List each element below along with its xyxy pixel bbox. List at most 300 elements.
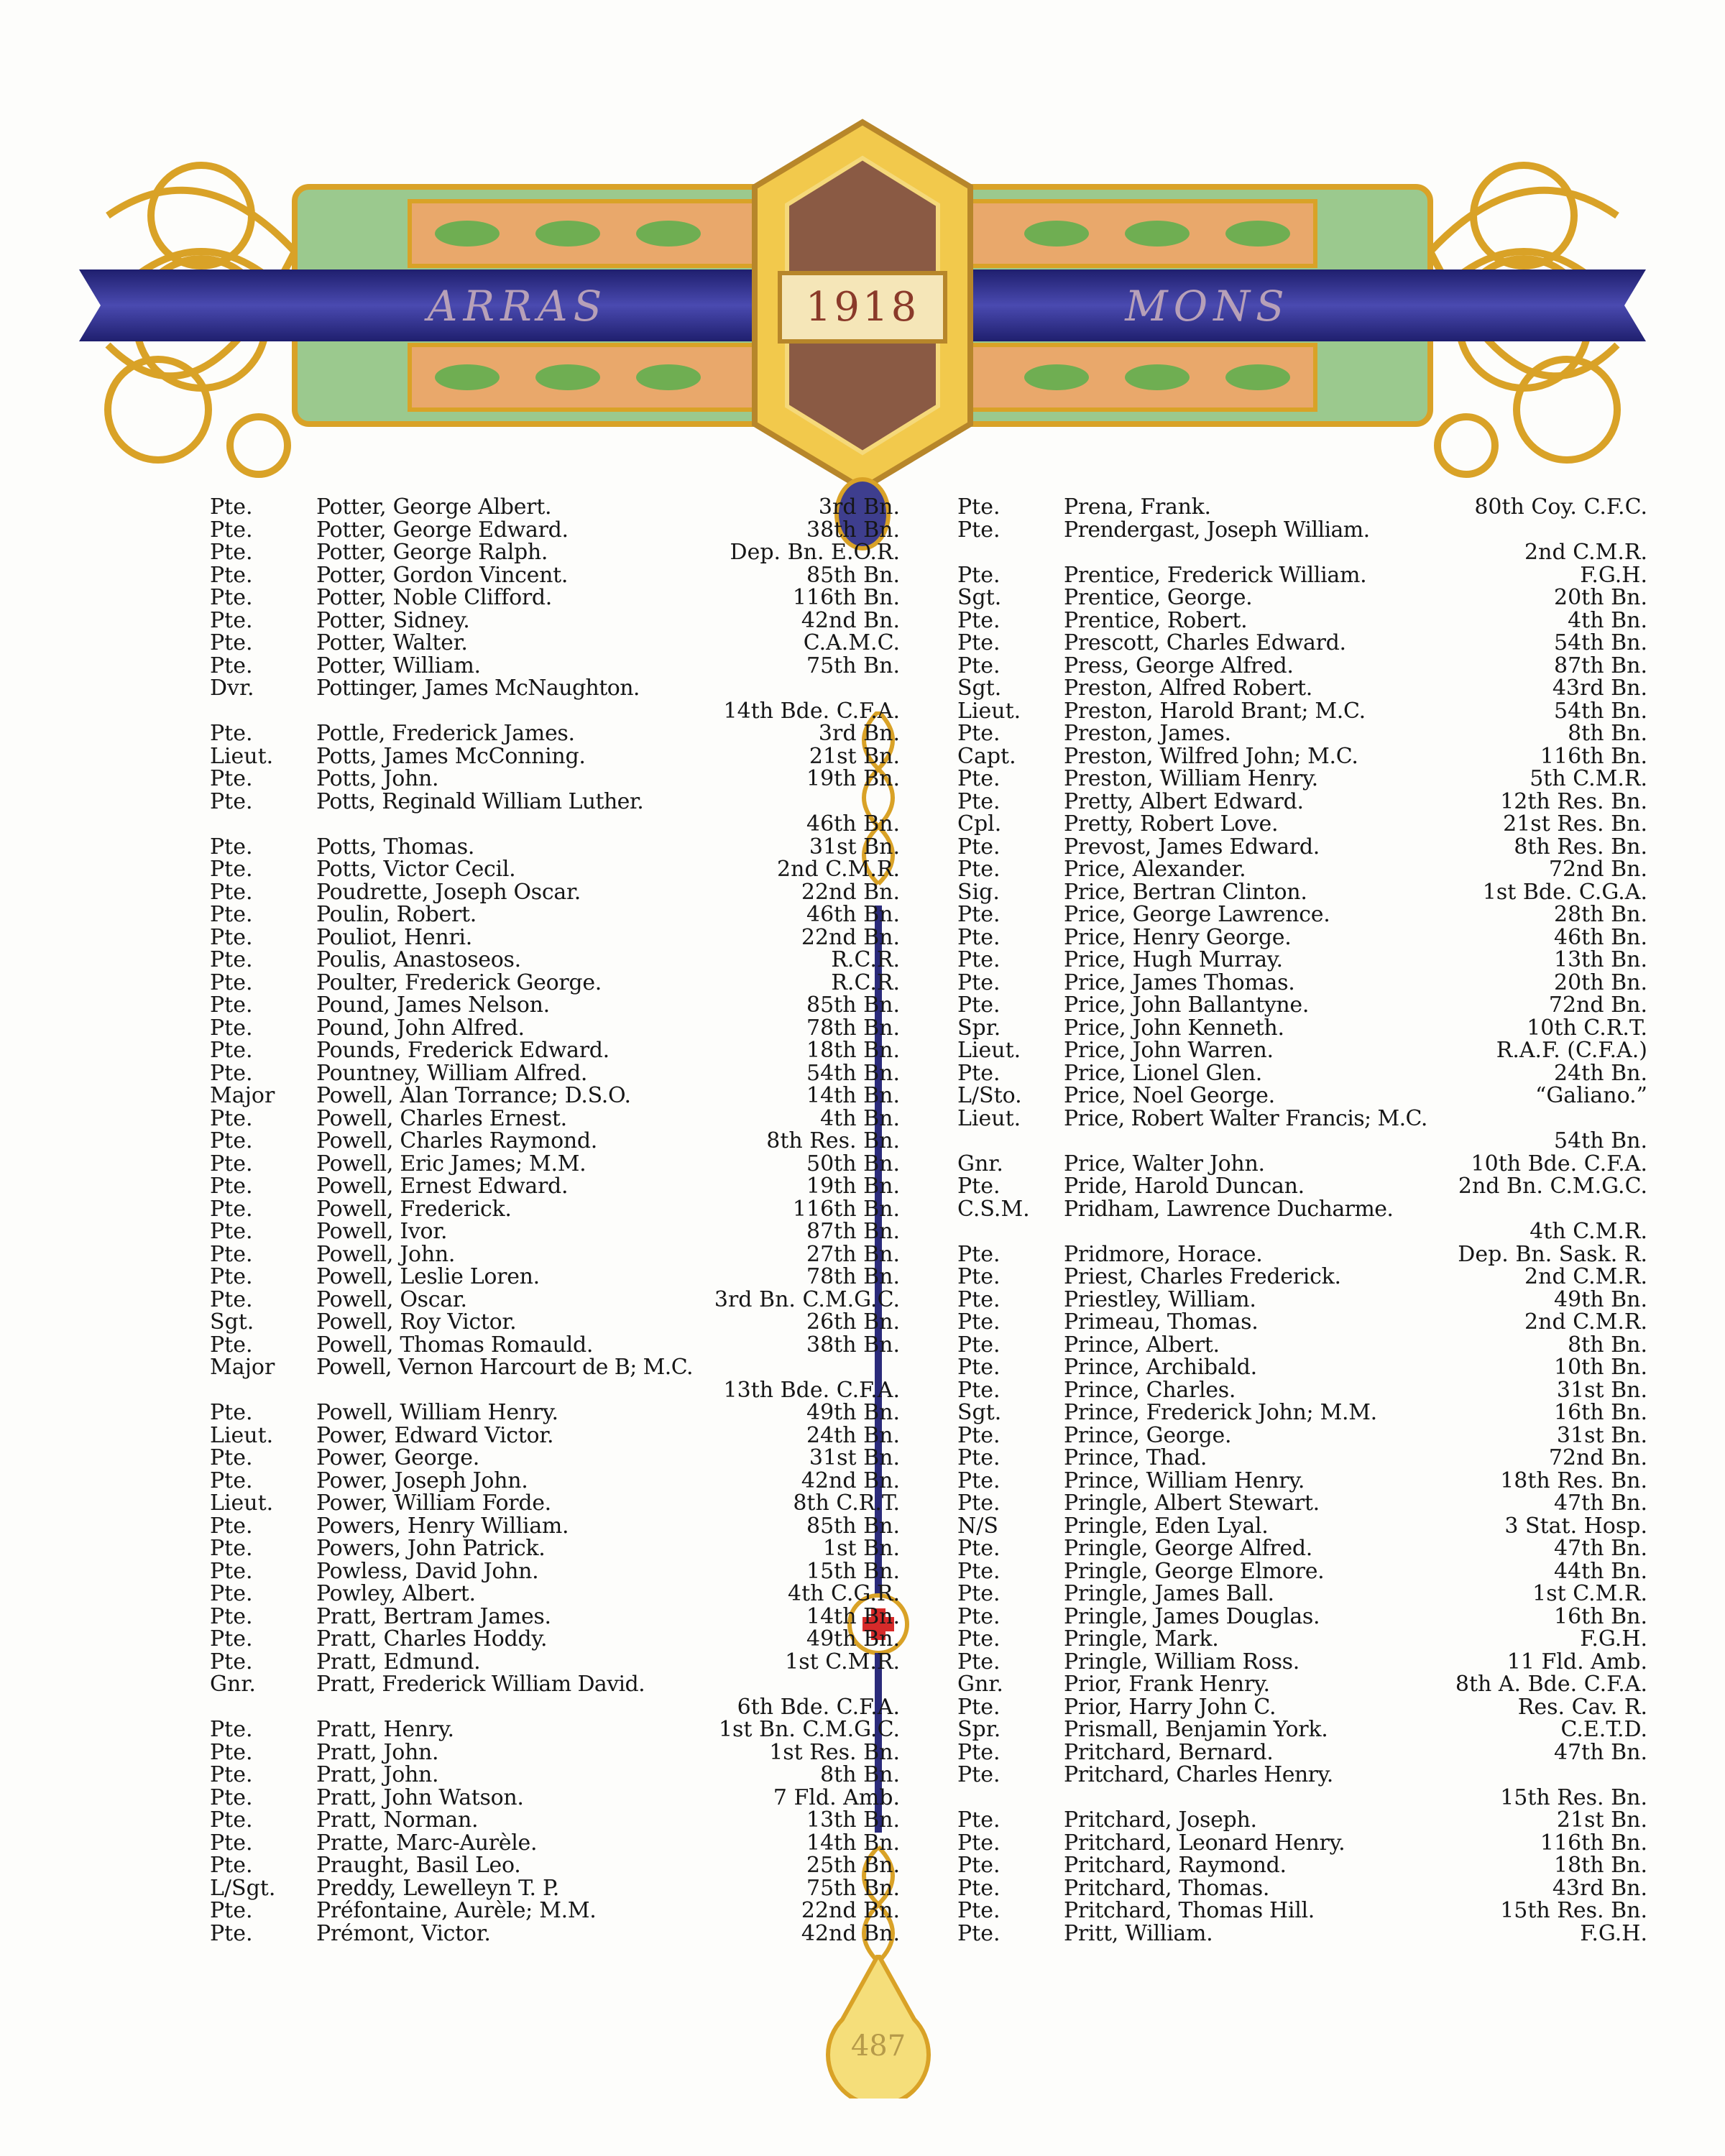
rank-label: Sig. xyxy=(957,879,1000,905)
unit-label: Dep. Bn. Sask. R. xyxy=(1458,1241,1647,1267)
soldier-name: Powell, Eric James; M.M. xyxy=(316,1151,586,1176)
soldier-name: Pratt, John Watson. xyxy=(316,1784,524,1810)
soldier-name: Powell, Oscar. xyxy=(316,1286,467,1312)
rank-label: Pte. xyxy=(957,562,1000,588)
rank-label: Pte. xyxy=(957,653,1000,678)
illuminated-banner xyxy=(79,108,1646,553)
roll-entry xyxy=(210,496,900,519)
soldier-name: Pratt, Frederick William David. xyxy=(316,1672,645,1697)
soldier-name: Potter, Noble Clifford. xyxy=(316,585,553,610)
unit-label: 72nd Bn. xyxy=(1548,857,1647,882)
unit-label: F.G.H. xyxy=(1580,1626,1647,1651)
rank-label: Capt. xyxy=(957,743,1016,769)
roll-entry xyxy=(957,1583,1647,1606)
roll-entry xyxy=(957,969,1647,995)
rank-label: Pte. xyxy=(957,1626,1000,1651)
unit-label: 22nd Bn. xyxy=(801,879,900,905)
soldier-name: Pratt, Edmund. xyxy=(316,1649,481,1674)
banner-year: 1918 xyxy=(805,284,920,331)
soldier-name: Prior, Harry John C. xyxy=(1064,1694,1276,1720)
soldier-name: Power, George. xyxy=(316,1445,479,1470)
unit-label: 14th Bn. xyxy=(806,1830,900,1856)
roll-entry xyxy=(957,1854,1647,1877)
unit-label: 43rd Bn. xyxy=(1552,676,1647,701)
roll-entry xyxy=(210,1243,900,1266)
rank-label: Pte. xyxy=(210,1105,253,1131)
roll-entry xyxy=(957,926,1647,949)
soldier-name: Potter, George Edward. xyxy=(316,517,569,543)
rank-label: L/Sto. xyxy=(957,1083,1022,1108)
soldier-name: Powell, Ivor. xyxy=(316,1219,448,1244)
roll-entry xyxy=(210,1764,900,1787)
soldier-name: Powell, Roy Victor. xyxy=(316,1309,517,1335)
rank-label: Pte. xyxy=(957,721,1000,746)
roll-entry xyxy=(957,1175,1647,1198)
soldier-name: Pritchard, Bernard. xyxy=(1064,1739,1274,1765)
rank-label: Pte. xyxy=(957,834,1000,860)
soldier-name: Pride, Harold Duncan. xyxy=(1064,1174,1305,1199)
soldier-name: Powless, David John. xyxy=(316,1558,539,1584)
roll-entry xyxy=(957,903,1647,926)
rank-label: Pte. xyxy=(957,947,1000,972)
roll-entry xyxy=(957,1832,1647,1855)
unit-label: 4th C.G.R. xyxy=(788,1581,900,1606)
unit-label: Res. Cav. R. xyxy=(1517,1694,1647,1720)
roll-entry xyxy=(210,1062,900,1085)
soldier-name: Powell, Frederick. xyxy=(316,1196,512,1222)
rank-label: Pte. xyxy=(957,902,1000,927)
unit-label: C.E.T.D. xyxy=(1560,1717,1647,1742)
unit-label: 6th Bde. C.F.A. xyxy=(737,1694,900,1720)
rank-label: Pte. xyxy=(210,1015,253,1041)
rank-label: Pte. xyxy=(957,1920,1000,1946)
unit-label: 2nd C.M.R. xyxy=(1524,1309,1647,1335)
soldier-name: Pouliot, Henri. xyxy=(316,924,472,950)
rank-label: Pte. xyxy=(957,1536,1000,1561)
rank-label: Pte. xyxy=(957,857,1000,882)
unit-label: 31st Bn. xyxy=(1556,1422,1647,1448)
unit-label: C.A.M.C. xyxy=(803,630,900,655)
rank-label: Pte. xyxy=(957,1581,1000,1606)
soldier-name: Prince, Archibald. xyxy=(1064,1355,1257,1380)
rank-label: Pte. xyxy=(957,494,1000,520)
rank-label: Pte. xyxy=(210,1807,253,1833)
roll-entry xyxy=(210,564,900,587)
rank-label: Pte. xyxy=(210,1196,253,1222)
unit-label: 7 Fld. Amb. xyxy=(773,1784,900,1810)
rank-label: Pte. xyxy=(957,1762,1000,1787)
rank-label: Pte. xyxy=(210,969,253,995)
rank-label: Pte. xyxy=(210,1264,253,1289)
soldier-name: Prince, William Henry. xyxy=(1064,1468,1305,1493)
unit-label: 4th Bn. xyxy=(820,1105,900,1131)
rank-label: Pte. xyxy=(957,969,1000,995)
unit-label: 21st Bn. xyxy=(809,743,900,769)
soldier-name: Poulin, Robert. xyxy=(316,902,477,927)
unit-label: 49th Bn. xyxy=(806,1400,900,1425)
soldier-name: Powley, Albert. xyxy=(316,1581,476,1606)
soldier-name: Prescott, Charles Edward. xyxy=(1064,630,1346,655)
soldier-name: Prior, Frank Henry. xyxy=(1064,1672,1270,1697)
banner-right-word: MONS xyxy=(1125,282,1290,331)
soldier-name: Pritchard, Thomas Hill. xyxy=(1064,1898,1315,1923)
unit-label: 85th Bn. xyxy=(806,1513,900,1539)
unit-label: 116th Bn. xyxy=(1540,743,1647,769)
roll-entry xyxy=(957,1764,1647,1809)
soldier-name: Praught, Basil Leo. xyxy=(316,1853,521,1878)
unit-label: 1st C.M.R. xyxy=(785,1649,900,1674)
rank-label: Pte. xyxy=(957,1491,1000,1516)
roll-entry xyxy=(957,788,1647,814)
roll-entry xyxy=(957,1243,1647,1266)
soldier-name: Pratt, John. xyxy=(316,1762,439,1787)
unit-label: 47th Bn. xyxy=(1554,1536,1647,1561)
unit-label: 2nd C.M.R. xyxy=(777,857,900,882)
rank-label: Dvr. xyxy=(210,676,254,701)
roll-entry xyxy=(210,586,900,609)
rank-label: Pte. xyxy=(210,1603,253,1629)
roll-entry xyxy=(210,1832,900,1855)
roll-entry xyxy=(210,881,900,904)
roll-entry xyxy=(957,722,1647,745)
roll-entry xyxy=(210,1899,900,1922)
unit-label: 4th C.M.R. xyxy=(1530,1219,1647,1244)
soldier-name: Prince, George. xyxy=(1064,1422,1232,1448)
rank-label: Pte. xyxy=(210,607,253,633)
unit-label: 75th Bn. xyxy=(806,653,900,678)
roll-entry xyxy=(210,1470,900,1493)
rank-label: Pte. xyxy=(210,1445,253,1470)
rank-label: Lieut. xyxy=(210,1491,274,1516)
rank-label: Pte. xyxy=(957,517,1000,543)
unit-label: R.A.F. (C.F.A.) xyxy=(1496,1038,1647,1063)
unit-label: 72nd Bn. xyxy=(1548,992,1647,1018)
rank-label: Pte. xyxy=(210,585,253,610)
roll-entry xyxy=(210,609,900,632)
roll-entry xyxy=(957,1809,1647,1832)
soldier-name: Pound, James Nelson. xyxy=(316,992,550,1018)
unit-label: 14th Bn. xyxy=(806,1083,900,1108)
unit-label: 21st Res. Bn. xyxy=(1503,811,1647,837)
unit-label: 22nd Bn. xyxy=(801,924,900,950)
rank-label: Pte. xyxy=(210,1853,253,1878)
soldier-name: Potts, Victor Cecil. xyxy=(316,857,516,882)
soldier-name: Price, Robert Walter Francis; M.C. xyxy=(1064,1105,1427,1131)
soldier-name: Price, Walter John. xyxy=(1064,1151,1265,1176)
unit-label: 47th Bn. xyxy=(1554,1739,1647,1765)
roll-entry xyxy=(210,1877,900,1900)
rank-label: Lieut. xyxy=(957,1038,1021,1063)
rank-label: Pte. xyxy=(210,879,253,905)
unit-label: 16th Bn. xyxy=(1554,1400,1647,1425)
unit-label: 50th Bn. xyxy=(806,1151,900,1176)
rank-label: Pte. xyxy=(210,494,253,520)
rank-label: Pte. xyxy=(957,1264,1000,1289)
unit-label: 4th Bn. xyxy=(1568,607,1647,633)
unit-label: 54th Bn. xyxy=(1554,630,1647,655)
soldier-name: Powers, John Patrick. xyxy=(316,1536,546,1561)
roll-entry xyxy=(957,632,1647,655)
rank-label: Pte. xyxy=(957,788,1000,814)
roll-entry xyxy=(210,788,900,837)
soldier-name: Pringle, James Ball. xyxy=(1064,1581,1274,1606)
roll-entry xyxy=(210,1809,900,1832)
roll-entry xyxy=(957,1379,1647,1402)
roll-entry xyxy=(210,677,900,722)
soldier-name: Pratte, Marc-Aurèle. xyxy=(316,1830,538,1856)
roll-entry xyxy=(210,836,900,859)
rank-label: Spr. xyxy=(957,1717,1001,1742)
roll-entry xyxy=(210,1356,900,1401)
soldier-name: Power, William Forde. xyxy=(316,1491,551,1516)
unit-label: 42nd Bn. xyxy=(801,1468,900,1493)
rank-label: Pte. xyxy=(957,1174,1000,1199)
rank-label: Lieut. xyxy=(957,698,1021,724)
unit-label: 15th Bn. xyxy=(806,1558,900,1584)
roll-entry xyxy=(210,926,900,949)
roll-entry xyxy=(957,1311,1647,1334)
soldier-name: Pritt, William. xyxy=(1064,1920,1213,1946)
soldier-name: Poudrette, Joseph Oscar. xyxy=(316,879,581,905)
roll-entry xyxy=(210,1603,900,1629)
soldier-name: Price, Lionel Glen. xyxy=(1064,1060,1263,1086)
unit-label: 116th Bn. xyxy=(792,585,900,610)
rank-label: L/Sgt. xyxy=(210,1875,276,1901)
roll-entry xyxy=(957,1651,1647,1674)
roll-entry xyxy=(210,768,900,791)
soldier-name: Power, Edward Victor. xyxy=(316,1422,554,1448)
unit-label: 13th Bde. C.F.A. xyxy=(723,1377,900,1403)
roll-entry xyxy=(957,1899,1647,1922)
roll-entry xyxy=(210,722,900,745)
soldier-name: Priestley, William. xyxy=(1064,1286,1256,1312)
rank-label: Pte. xyxy=(957,1807,1000,1833)
roll-entry xyxy=(210,1784,900,1810)
roll-entry xyxy=(210,1492,900,1515)
unit-label: 49th Bn. xyxy=(1554,1286,1647,1312)
roll-entry xyxy=(957,1673,1647,1696)
unit-label: 116th Bn. xyxy=(792,1196,900,1222)
soldier-name: Price, Hugh Murray. xyxy=(1064,947,1283,972)
rank-label: Pte. xyxy=(210,1762,253,1787)
roll-entry xyxy=(210,1130,900,1153)
roll-entry xyxy=(957,1198,1647,1243)
rank-label: Cpl. xyxy=(957,811,1002,837)
roll-entry xyxy=(957,700,1647,723)
unit-label: 8th Bn. xyxy=(1568,721,1647,746)
roll-entry xyxy=(957,564,1647,587)
rank-label: Gnr. xyxy=(210,1672,256,1697)
rank-label: Pte. xyxy=(957,1377,1000,1403)
roll-entry xyxy=(957,496,1647,519)
roll-entry xyxy=(957,858,1647,881)
rank-label: Pte. xyxy=(957,1649,1000,1674)
rank-label: Pte. xyxy=(957,1875,1000,1901)
unit-label: 15th Res. Bn. xyxy=(1500,1784,1647,1810)
rank-label: Pte. xyxy=(210,1128,253,1153)
roll-entry xyxy=(210,1560,900,1583)
unit-label: 12th Res. Bn. xyxy=(1500,788,1647,814)
soldier-name: Pringle, Albert Stewart. xyxy=(1064,1491,1320,1516)
rank-label: Gnr. xyxy=(957,1672,1003,1697)
unit-label: 24th Bn. xyxy=(806,1422,900,1448)
roll-entry xyxy=(210,1286,900,1312)
soldier-name: Potter, George Albert. xyxy=(316,494,552,520)
soldier-name: Potts, Thomas. xyxy=(316,834,475,860)
soldier-name: Pringle, George Alfred. xyxy=(1064,1536,1312,1561)
soldier-name: Powers, Henry William. xyxy=(316,1513,569,1539)
roll-entry xyxy=(210,1334,900,1357)
rank-label: Pte. xyxy=(210,1717,253,1742)
soldier-name: Power, Joseph John. xyxy=(316,1468,528,1493)
roll-entry xyxy=(957,1718,1647,1741)
soldier-name: Pringle, George Elmore. xyxy=(1064,1558,1325,1584)
rank-label: Pte. xyxy=(210,992,253,1018)
soldier-name: Powell, John. xyxy=(316,1241,456,1267)
roll-entry xyxy=(210,1718,900,1741)
soldier-name: Powell, Ernest Edward. xyxy=(316,1174,569,1199)
unit-label: “Galiano.” xyxy=(1535,1083,1647,1108)
soldier-name: Pritchard, Thomas. xyxy=(1064,1875,1270,1901)
roll-entry xyxy=(957,519,1647,564)
rank-label: Lieut. xyxy=(957,1105,1021,1131)
rank-label: Pte. xyxy=(210,630,253,655)
rank-label: Pte. xyxy=(210,562,253,588)
unit-label: 8th A. Bde. C.F.A. xyxy=(1455,1672,1647,1697)
soldier-name: Pretty, Albert Edward. xyxy=(1064,788,1304,814)
unit-label: 8th Res. Bn. xyxy=(1514,834,1647,860)
rank-label: C.S.M. xyxy=(957,1196,1030,1222)
roll-entry xyxy=(957,1877,1647,1900)
soldier-name: Price, Henry George. xyxy=(1064,924,1292,950)
rank-label: Pte. xyxy=(210,1649,253,1674)
unit-label: F.G.H. xyxy=(1580,562,1647,588)
roll-entry xyxy=(210,969,900,995)
unit-label: Dep. Bn. E.O.R. xyxy=(730,540,900,565)
roll-entry xyxy=(210,1651,900,1674)
soldier-name: Pringle, Eden Lyal. xyxy=(1064,1513,1269,1539)
rank-label: Pte. xyxy=(210,1038,253,1063)
unit-label: 28th Bn. xyxy=(1554,902,1647,927)
unit-label: 87th Bn. xyxy=(806,1219,900,1244)
soldier-name: Prevost, James Edward. xyxy=(1064,834,1320,860)
page-number: 487 xyxy=(850,2030,906,2063)
page-number-medallion xyxy=(806,1955,950,2099)
unit-label: 16th Bn. xyxy=(1554,1603,1647,1629)
soldier-name: Poulis, Anastoseos. xyxy=(316,947,521,972)
soldier-name: Priest, Charles Frederick. xyxy=(1064,1264,1341,1289)
unit-label: 78th Bn. xyxy=(806,1264,900,1289)
rank-label: Pte. xyxy=(957,924,1000,950)
roll-entry xyxy=(957,1334,1647,1357)
unit-label: 38th Bn. xyxy=(806,1332,900,1358)
unit-label: 2nd C.M.R. xyxy=(1524,540,1647,565)
unit-label: 31st Bn. xyxy=(809,834,900,860)
unit-label: 2nd Bn. C.M.G.C. xyxy=(1458,1174,1647,1199)
soldier-name: Price, John Warren. xyxy=(1064,1038,1274,1063)
roll-entry xyxy=(210,1175,900,1198)
unit-label: R.C.R. xyxy=(831,969,900,995)
unit-label: 38th Bn. xyxy=(806,517,900,543)
soldier-name: Preston, Wilfred John; M.C. xyxy=(1064,743,1358,769)
unit-label: 10th C.R.T. xyxy=(1527,1015,1647,1041)
soldier-name: Powell, William Henry. xyxy=(316,1400,558,1425)
soldier-name: Preston, Alfred Robert. xyxy=(1064,676,1313,701)
soldier-name: Pratt, Henry. xyxy=(316,1717,454,1742)
rank-label: Pte. xyxy=(210,1739,253,1765)
roll-entry xyxy=(210,1153,900,1176)
unit-label: 10th Bde. C.F.A. xyxy=(1471,1151,1647,1176)
unit-label: 116th Bn. xyxy=(1540,1830,1647,1856)
unit-label: 27th Bn. xyxy=(806,1241,900,1267)
roll-entry xyxy=(210,1673,900,1718)
rank-label: Pte. xyxy=(957,1739,1000,1765)
soldier-name: Potter, William. xyxy=(316,653,481,678)
unit-label: 42nd Bn. xyxy=(801,1920,900,1946)
roll-entry xyxy=(210,632,900,655)
roll-entry xyxy=(957,813,1647,836)
roll-entry xyxy=(210,1515,900,1538)
soldier-name: Price, John Ballantyne. xyxy=(1064,992,1310,1018)
roll-entry xyxy=(210,1628,900,1651)
unit-label: 19th Bn. xyxy=(806,766,900,791)
rank-label: Sgt. xyxy=(210,1309,254,1335)
soldier-name: Pratt, Norman. xyxy=(316,1807,479,1833)
rank-label: Gnr. xyxy=(957,1151,1003,1176)
roll-entry xyxy=(210,1266,900,1289)
soldier-name: Price, James Thomas. xyxy=(1064,969,1295,995)
unit-label: 80th Coy. C.F.C. xyxy=(1474,494,1647,520)
rank-label: Pte. xyxy=(957,1853,1000,1878)
unit-label: 19th Bn. xyxy=(806,1174,900,1199)
soldier-name: Prince, Frederick John; M.M. xyxy=(1064,1400,1377,1425)
roll-entry xyxy=(210,1311,900,1334)
unit-label: 24th Bn. xyxy=(1554,1060,1647,1086)
rank-label: Pte. xyxy=(210,1536,253,1561)
unit-label: 18th Bn. xyxy=(806,1038,900,1063)
roll-entry xyxy=(210,1198,900,1221)
unit-label: 20th Bn. xyxy=(1554,969,1647,995)
rank-label: Pte. xyxy=(957,1445,1000,1470)
unit-label: 44th Bn. xyxy=(1554,1558,1647,1584)
soldier-name: Powell, Alan Torrance; D.S.O. xyxy=(316,1083,631,1108)
rank-label: Pte. xyxy=(210,1920,253,1946)
unit-label: 11 Fld. Amb. xyxy=(1506,1649,1647,1674)
roll-entry xyxy=(210,1107,900,1130)
roll-entry xyxy=(957,655,1647,678)
rank-label: Pte. xyxy=(957,1060,1000,1086)
rank-label: Lieut. xyxy=(210,743,274,769)
soldier-name: Pountney, William Alfred. xyxy=(316,1060,588,1086)
soldier-name: Pretty, Robert Love. xyxy=(1064,811,1279,837)
unit-label: 46th Bn. xyxy=(806,902,900,927)
roll-entry xyxy=(210,1424,900,1447)
soldier-name: Potter, George Ralph. xyxy=(316,540,548,565)
rank-label: Pte. xyxy=(210,1581,253,1606)
soldier-name: Prince, Thad. xyxy=(1064,1445,1208,1470)
rank-label: Pte. xyxy=(957,1309,1000,1335)
unit-label: 25th Bn. xyxy=(806,1853,900,1878)
soldier-name: Pringle, James Douglas. xyxy=(1064,1603,1320,1629)
roll-entry xyxy=(957,1356,1647,1379)
soldier-name: Pratt, Bertram James. xyxy=(316,1603,551,1629)
soldier-name: Prendergast, Joseph William. xyxy=(1064,517,1370,543)
roll-entry xyxy=(957,1286,1647,1312)
roll-entry xyxy=(957,1560,1647,1583)
soldier-name: Préfontaine, Aurèle; M.M. xyxy=(316,1898,597,1923)
rank-label: Pte. xyxy=(210,1400,253,1425)
roll-entry xyxy=(957,768,1647,791)
